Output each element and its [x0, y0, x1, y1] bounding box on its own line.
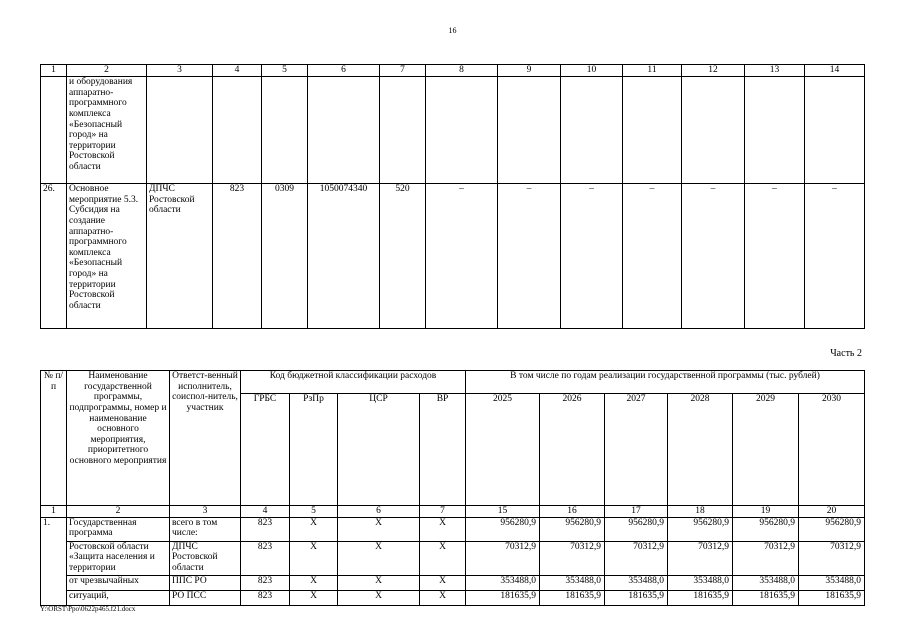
value-cell: 181635,9 — [668, 590, 733, 605]
column-number: 12 — [682, 65, 745, 77]
grbs-code: 823 — [213, 184, 262, 329]
column-number-row — [41, 65, 865, 77]
value-cell: 353488,0 — [466, 575, 540, 590]
value-cell: 70312,9 — [668, 541, 733, 575]
column-number: 7 — [420, 506, 466, 518]
rzpr-code: Х — [290, 541, 338, 575]
value-cell: 70312,9 — [799, 541, 865, 575]
rzpr-code: Х — [290, 517, 338, 541]
value-cell: 353488,0 — [799, 575, 865, 590]
page-number: 16 — [448, 26, 457, 35]
header-grbs: ГРБС — [241, 394, 290, 506]
executor: ППС РО — [170, 575, 241, 590]
header-year: 2026 — [540, 394, 605, 506]
column-number-row — [41, 506, 865, 518]
csr-code: 1050074340 — [308, 184, 380, 329]
table-row — [41, 517, 865, 541]
vr-code: Х — [420, 590, 466, 605]
column-number: 20 — [799, 506, 865, 518]
rzpr-code: 0309 — [262, 184, 308, 329]
value-cell: 70312,9 — [733, 541, 799, 575]
value-cell: 181635,9 — [540, 590, 605, 605]
grbs-code: 823 — [241, 541, 290, 575]
file-path-footer: Y:\ORST\Ppo\0622p465.f21.docx — [40, 605, 136, 613]
executor: всего в том числе: — [170, 517, 241, 541]
continuation-table — [40, 64, 865, 329]
value-cell: – — [682, 184, 745, 329]
column-number: 2 — [67, 506, 170, 518]
value-cell: 956280,9 — [668, 517, 733, 541]
value-cell: 353488,0 — [605, 575, 668, 590]
csr-code: Х — [338, 575, 420, 590]
value-cell: 70312,9 — [605, 541, 668, 575]
vr-code: Х — [420, 541, 466, 575]
header-vr: ВР — [420, 394, 466, 506]
row-number: 26. — [41, 184, 67, 329]
column-number: 5 — [290, 506, 338, 518]
value-cell: – — [561, 184, 623, 329]
value-cell: 353488,0 — [540, 575, 605, 590]
program-name-part: Ростовской области «Защита населения и территории — [67, 541, 170, 575]
table-row — [41, 541, 865, 575]
csr-code: Х — [338, 541, 420, 575]
executor: ДПЧС Ростовской области — [170, 541, 241, 575]
csr-code: Х — [338, 590, 420, 605]
vr-code: 520 — [380, 184, 426, 329]
column-number: 3 — [170, 506, 241, 518]
value-cell: 353488,0 — [733, 575, 799, 590]
program-name-part: ситуаций, — [67, 590, 170, 605]
column-number: 6 — [308, 65, 380, 77]
header-csr: ЦСР — [338, 394, 420, 506]
header-year: 2030 — [799, 394, 865, 506]
csr-code: Х — [338, 517, 420, 541]
header-budget-code: Код бюджетной классификации расходов — [241, 371, 466, 394]
value-cell: 956280,9 — [466, 517, 540, 541]
header-executor: Ответст-венный исполнитель, соиспол-нитель, участник — [170, 371, 241, 506]
value-cell: 956280,9 — [799, 517, 865, 541]
column-number: 17 — [605, 506, 668, 518]
table-row — [41, 575, 865, 590]
program-table — [40, 370, 865, 606]
column-number: 4 — [241, 506, 290, 518]
header-rzpr: РзПр — [290, 394, 338, 506]
column-number: 4 — [213, 65, 262, 77]
column-number: 8 — [426, 65, 498, 77]
value-cell: 70312,9 — [466, 541, 540, 575]
column-number: 1 — [41, 506, 67, 518]
value-cell: 181635,9 — [733, 590, 799, 605]
vr-code: Х — [420, 517, 466, 541]
column-number: 13 — [745, 65, 805, 77]
column-number: 16 — [540, 506, 605, 518]
column-number: 11 — [623, 65, 682, 77]
header-year: 2025 — [466, 394, 540, 506]
grbs-code: 823 — [241, 575, 290, 590]
column-number: 10 — [561, 65, 623, 77]
column-number: 3 — [147, 65, 213, 77]
column-number: 14 — [805, 65, 865, 77]
column-number: 1 — [41, 65, 67, 77]
column-number: 18 — [668, 506, 733, 518]
column-number: 5 — [262, 65, 308, 77]
value-cell: – — [805, 184, 865, 329]
value-cell: 70312,9 — [540, 541, 605, 575]
table-row — [41, 184, 865, 329]
program-name-part: Государственная программа — [67, 517, 170, 541]
vr-code: Х — [420, 575, 466, 590]
measure-name-cont: и оборудования аппаратно-программного комплекса «Безопасный город» на территории Ростовской области — [67, 77, 147, 184]
column-number: 9 — [498, 65, 561, 77]
column-number: 7 — [380, 65, 426, 77]
value-cell: – — [623, 184, 682, 329]
column-number: 15 — [466, 506, 540, 518]
grbs-code: 823 — [241, 590, 290, 605]
header-year: 2028 — [668, 394, 733, 506]
value-cell: 181635,9 — [799, 590, 865, 605]
table-row — [41, 77, 865, 184]
program-name-part: от чрезвычайных — [67, 575, 170, 590]
rzpr-code: Х — [290, 590, 338, 605]
column-number: 2 — [67, 65, 147, 77]
part-label: Часть 2 — [830, 348, 862, 359]
value-cell: 956280,9 — [733, 517, 799, 541]
value-cell: – — [426, 184, 498, 329]
measure-name: Основное мероприятие 5.3. Субсидия на создание аппаратно-программного комплекса «Безопасный город» на территории Ростовской области — [67, 184, 147, 329]
row-number: 1. — [41, 517, 67, 605]
grbs-code: 823 — [241, 517, 290, 541]
value-cell: 956280,9 — [540, 517, 605, 541]
executor: РО ПСС — [170, 590, 241, 605]
value-cell: 181635,9 — [466, 590, 540, 605]
value-cell: 181635,9 — [605, 590, 668, 605]
rzpr-code: Х — [290, 575, 338, 590]
header-year: 2029 — [733, 394, 799, 506]
header-name: Наименование государственной программы, подпрограммы, номер и наименование основного мероприятия, приоритетного основного мероприятия — [67, 371, 170, 506]
header-year: 2027 — [605, 394, 668, 506]
header-years-group: В том числе по годам реализации государственной программы (тыс. рублей) — [466, 371, 865, 394]
value-cell: – — [498, 184, 561, 329]
executor: ДПЧС Ростовской области — [147, 184, 213, 329]
header-num: № п/п — [41, 371, 67, 506]
column-number: 6 — [338, 506, 420, 518]
table-row — [41, 590, 865, 605]
column-number: 19 — [733, 506, 799, 518]
value-cell: 956280,9 — [605, 517, 668, 541]
value-cell: 353488,0 — [668, 575, 733, 590]
value-cell: – — [745, 184, 805, 329]
